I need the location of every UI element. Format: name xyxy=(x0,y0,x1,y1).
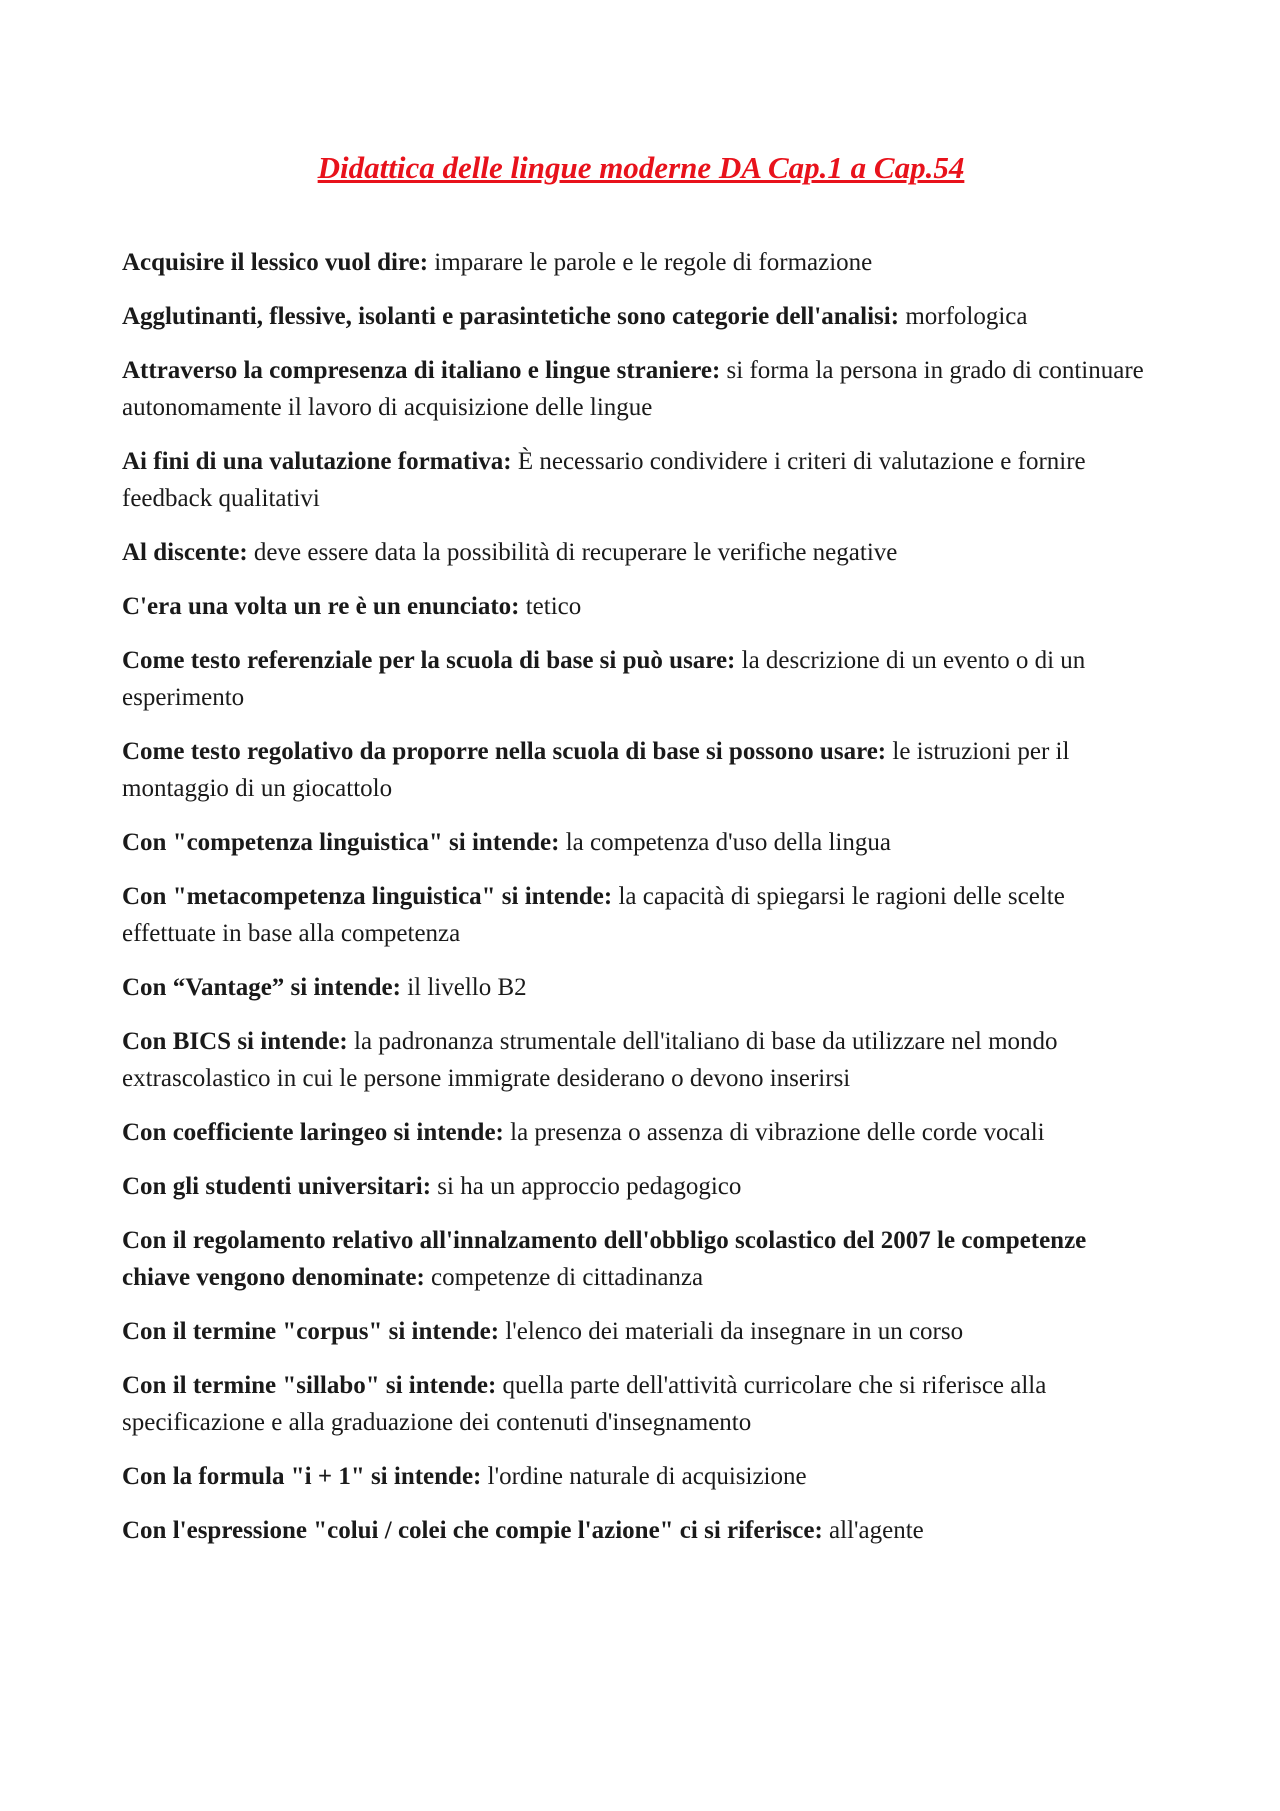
question-text: Con il regolamento relativo all'innalzamento dell'obbligo scolastico del 2007 le competenze chiave vengono denominate: xyxy=(122,1227,1087,1291)
answer-text: la capacità di spiegarsi le ragioni delle scelte effettuate in base alla competenza xyxy=(122,883,1065,947)
qa-item xyxy=(122,298,1160,335)
qa-item xyxy=(122,969,1160,1006)
question-text: Agglutinanti, flessive, isolanti e parasintetiche sono categorie dell'analisi: xyxy=(122,303,900,330)
question-text: Come testo referenziale per la scuola di base si può usare: xyxy=(122,647,736,674)
answer-text: l'elenco dei materiali da insegnare in un corso xyxy=(505,1318,964,1345)
answer-text: l'ordine naturale di acquisizione xyxy=(487,1463,807,1490)
qa-item xyxy=(122,642,1160,716)
qa-item xyxy=(122,1313,1160,1350)
qa-item xyxy=(122,588,1160,625)
qa-item xyxy=(122,443,1160,517)
question-text: Con l'espressione "colui / colei che compie l'azione" ci si riferisce: xyxy=(122,1517,823,1544)
answer-text: la descrizione di un evento o di un esperimento xyxy=(122,647,1086,711)
qa-item xyxy=(122,878,1160,952)
question-text: Acquisire il lessico vuol dire: xyxy=(122,249,429,276)
answer-text: È necessario condividere i criteri di valutazione e fornire feedback qualitativi xyxy=(122,448,1086,512)
qa-item xyxy=(122,1512,1160,1549)
answer-text: la padronanza strumentale dell'italiano di base da utilizzare nel mondo extrascolastico in cui le persone immigrate desiderano o devono inserirsi xyxy=(122,1028,1058,1092)
answer-text: quella parte dell'attività curricolare che si riferisce alla specificazione e alla graduazione dei contenuti d'insegnamento xyxy=(122,1372,1047,1436)
answer-text: competenze di cittadinanza xyxy=(431,1264,704,1291)
answer-text: il livello B2 xyxy=(407,974,527,1001)
question-text: Con coefficiente laringeo si intende: xyxy=(122,1119,504,1146)
question-text: Come testo regolativo da proporre nella scuola di base si possono usare: xyxy=(122,738,887,765)
answer-text: imparare le parole e le regole di formazione xyxy=(434,249,873,276)
question-text: Con “Vantage” si intende: xyxy=(122,974,401,1001)
qa-item xyxy=(122,1114,1160,1151)
answer-text: la competenza d'uso della lingua xyxy=(565,829,891,856)
qa-item xyxy=(122,352,1160,426)
qa-item xyxy=(122,534,1160,571)
question-text: C'era una volta un re è un enunciato: xyxy=(122,593,520,620)
qa-item xyxy=(122,1458,1160,1495)
answer-text: tetico xyxy=(525,593,582,620)
question-text: Con il termine "sillabo" si intende: xyxy=(122,1372,497,1399)
qa-list xyxy=(122,244,1160,1549)
qa-item xyxy=(122,733,1160,807)
answer-text: deve essere data la possibilità di recuperare le verifiche negative xyxy=(253,539,898,566)
question-text: Con il termine "corpus" si intende: xyxy=(122,1318,500,1345)
question-text: Al discente: xyxy=(122,539,248,566)
answer-text: all'agente xyxy=(829,1517,924,1544)
answer-text: la presenza o assenza di vibrazione delle corde vocali xyxy=(510,1119,1045,1146)
qa-item xyxy=(122,1023,1160,1097)
qa-item xyxy=(122,1168,1160,1205)
question-text: Con "competenza linguistica" si intende: xyxy=(122,829,560,856)
question-text: Con BICS si intende: xyxy=(122,1028,348,1055)
question-text: Con la formula "i + 1" si intende: xyxy=(122,1463,482,1490)
qa-item xyxy=(122,244,1160,281)
document-title: Didattica delle lingue moderne DA Cap.1 a Cap.54 xyxy=(317,150,965,185)
question-text: Ai fini di una valutazione formativa: xyxy=(122,448,512,475)
question-text: Con gli studenti universitari: xyxy=(122,1173,432,1200)
answer-text: si ha un approccio pedagogico xyxy=(437,1173,742,1200)
answer-text: morfologica xyxy=(905,303,1028,330)
qa-item xyxy=(122,1222,1160,1296)
qa-item xyxy=(122,824,1160,861)
qa-item xyxy=(122,1367,1160,1441)
question-text: Attraverso la compresenza di italiano e lingue straniere: xyxy=(122,357,721,384)
question-text: Con "metacompetenza linguistica" si intende: xyxy=(122,883,613,910)
answer-text: si forma la persona in grado di continuare autonomamente il lavoro di acquisizione delle lingue xyxy=(122,357,1144,421)
answer-text: le istruzioni per il montaggio di un giocattolo xyxy=(122,738,1070,802)
